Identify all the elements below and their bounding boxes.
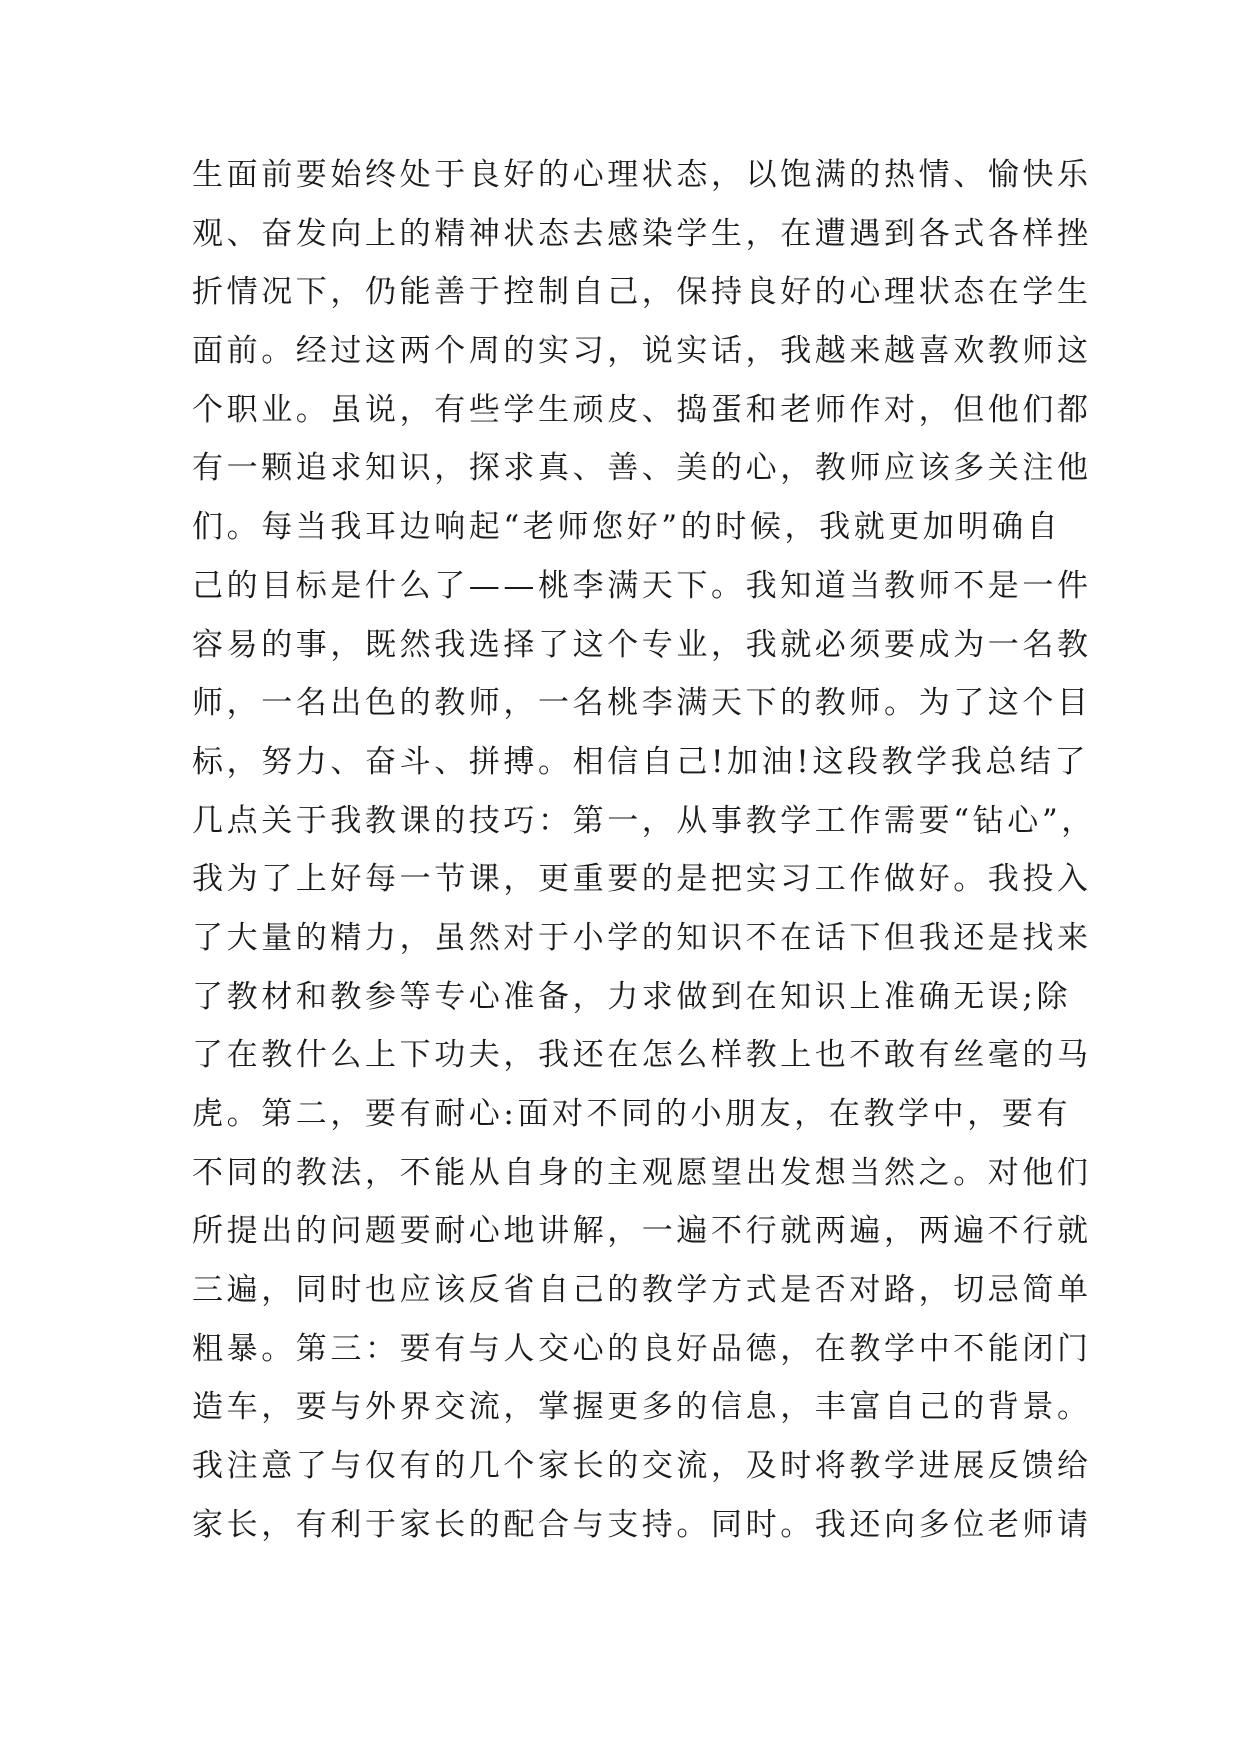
- text-line: 我注意了与仅有的几个家长的交流，及时将教学进展反馈给: [192, 1448, 1092, 1485]
- text-line: 不同的教法，不能从自身的主观愿望出发想当然之。对他们: [192, 1154, 1092, 1191]
- text-line: 面前。经过这两个周的实习，说实话，我越来越喜欢教师这: [192, 333, 1092, 370]
- text-line: 己的目标是什么了——桃李满天下。我知道当教师不是一件: [192, 567, 1092, 604]
- text-line: 们。每当我耳边响起“老师您好”的时候，我就更加明确自: [192, 509, 1062, 546]
- text-line: 三遍，同时也应该反省自己的教学方式是否对路，切忌简单: [192, 1272, 1092, 1309]
- text-line: 所提出的问题要耐心地讲解，一遍不行就两遍，两遍不行就: [192, 1213, 1092, 1250]
- text-line: 容易的事，既然我选择了这个专业，我就必须要成为一名教: [192, 626, 1092, 663]
- text-line: 了在教什么上下功夫，我还在怎么样教上也不敢有丝毫的马: [192, 1037, 1092, 1074]
- text-line: 虎。第二，要有耐心:面对不同的小朋友，在教学中，要有: [192, 1096, 1072, 1132]
- text-line: 有一颗追求知识，探求真、善、美的心，教师应该多关注他: [192, 450, 1092, 487]
- text-line: 了大量的精力，虽然对于小学的知识不在话下但我还是找来: [192, 919, 1092, 956]
- text-line: 了教材和教参等专心准备，力求做到在知识上准确无误;除: [192, 978, 1072, 1015]
- text-line: 家长，有利于家长的配合与支持。同时。我还向多位老师请: [192, 1506, 1092, 1543]
- text-line: 生面前要始终处于良好的心理状态，以饱满的热情、愉快乐: [192, 157, 1092, 193]
- text-line: 我为了上好每一节课，更重要的是把实习工作做好。我投入: [192, 861, 1092, 898]
- text-line: 标，努力、奋斗、拼搏。相信自己!加油!这段教学我总结了: [192, 743, 1090, 780]
- text-line: 个职业。虽说，有些学生顽皮、捣蛋和老师作对，但他们都: [192, 391, 1092, 428]
- text-line: 折情况下，仍能善于控制自己，保持良好的心理状态在学生: [192, 274, 1092, 311]
- text-line: 几点关于我教课的技巧：第一，从事教学工作需要“钻心”，: [192, 802, 1096, 839]
- text-line: 观、奋发向上的精神状态去感染学生，在遭遇到各式各样挫: [192, 215, 1092, 252]
- text-line: 粗暴。第三：要有与人交心的良好品德，在教学中不能闭门: [192, 1330, 1092, 1367]
- text-line: 师，一名出色的教师，一名桃李满天下的教师。为了这个目: [192, 685, 1092, 722]
- body-text: [192, 146, 1096, 1555]
- text-line: 造车，要与外界交流，掌握更多的信息，丰富自己的背景。: [192, 1389, 1092, 1426]
